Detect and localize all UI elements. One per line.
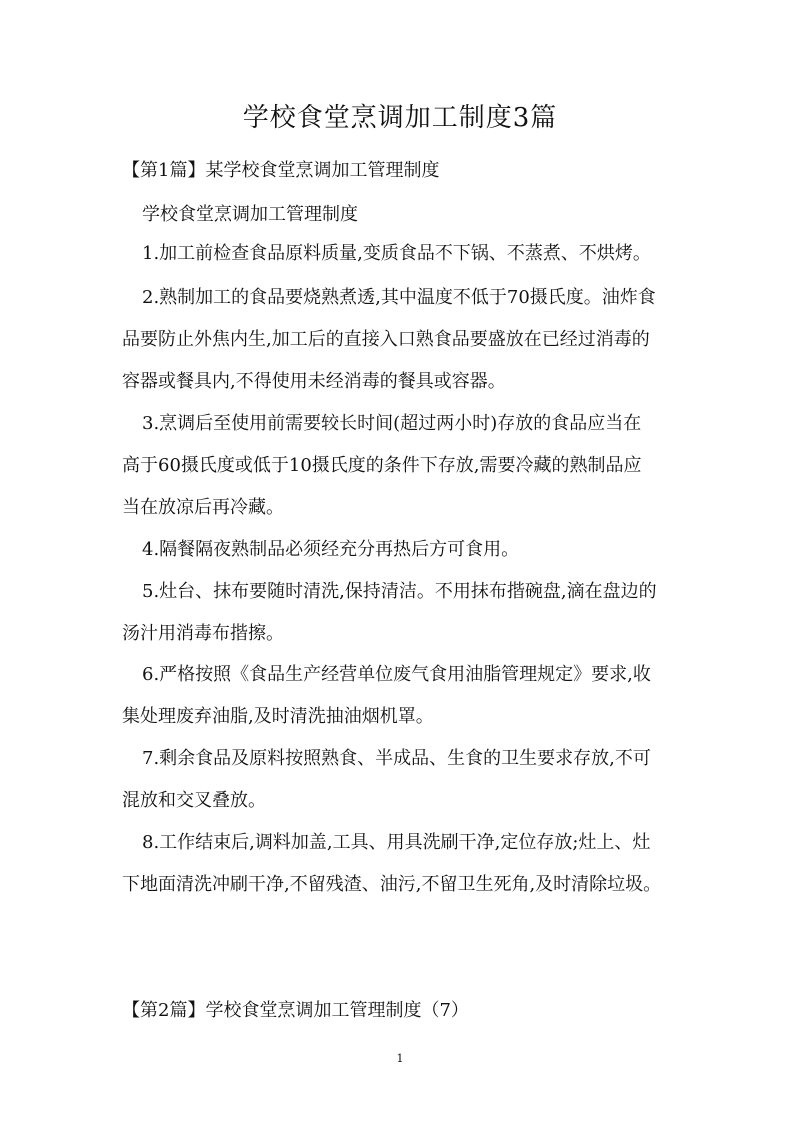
list-item-8-line-1: 8.工作结束后,调料加盖,工具、用具洗刷干净,定位存放;灶上、灶 [142, 832, 651, 853]
list-item-2-line-2: 品要防止外焦内生,加工后的直接入口熟食品要盛放在已经过消毒的 [122, 329, 650, 350]
page-number: 1 [396, 1052, 404, 1065]
list-item-3-line-3: 当在放凉后再冷藏。 [122, 497, 284, 518]
list-item-3-line-2: 高于60摄氏度或低于10摄氏度的条件下存放,需要冷藏的熟制品应 [122, 455, 642, 476]
list-item-7-line-2: 混放和交叉叠放。 [122, 790, 266, 811]
list-item-2-line-1: 2.熟制加工的食品要烧熟煮透,其中温度不低于70摄氏度。油炸食 [142, 287, 656, 308]
document-title: 学校食堂烹调加工制度3篇 [242, 103, 558, 133]
list-item-5-line-2: 汤汁用消毒布揩擦。 [122, 623, 284, 644]
list-item-1-line-1: 1.加工前检查食品原料质量,变质食品不下锅、不蒸煮、不烘烤。 [142, 243, 651, 264]
section-1-heading: 【第1篇】某学校食堂烹调加工管理制度 [122, 160, 440, 181]
section-1-subtitle: 学校食堂烹调加工管理制度 [142, 204, 358, 225]
section-2-heading: 【第2篇】学校食堂烹调加工管理制度（7） [122, 1000, 469, 1021]
list-item-6-line-1: 6.严格按照《食品生产经营单位废气食用油脂管理规定》要求,收 [142, 664, 651, 685]
list-item-4-line-1: 4.隔餐隔夜熟制品必须经充分再热后方可食用。 [142, 539, 520, 560]
list-item-3-line-1: 3.烹调后至使用前需要较长时间(超过两小时)存放的食品应当在 [142, 413, 642, 434]
list-item-8-line-2: 下地面清洗冲刷干净,不留残渣、油污,不留卫生死角,及时清除垃圾。 [122, 874, 662, 895]
list-item-6-line-2: 集处理废弃油脂,及时清洗抽油烟机罩。 [122, 706, 434, 727]
list-item-7-line-1: 7.剩余食品及原料按照熟食、半成品、生食的卫生要求存放,不可 [142, 748, 651, 769]
list-item-5-line-1: 5.灶台、抹布要随时清洗,保持清洁。不用抹布揩碗盘,滴在盘边的 [142, 581, 657, 602]
list-item-2-line-3: 容器或餐具内,不得使用未经消毒的餐具或容器。 [122, 371, 506, 392]
